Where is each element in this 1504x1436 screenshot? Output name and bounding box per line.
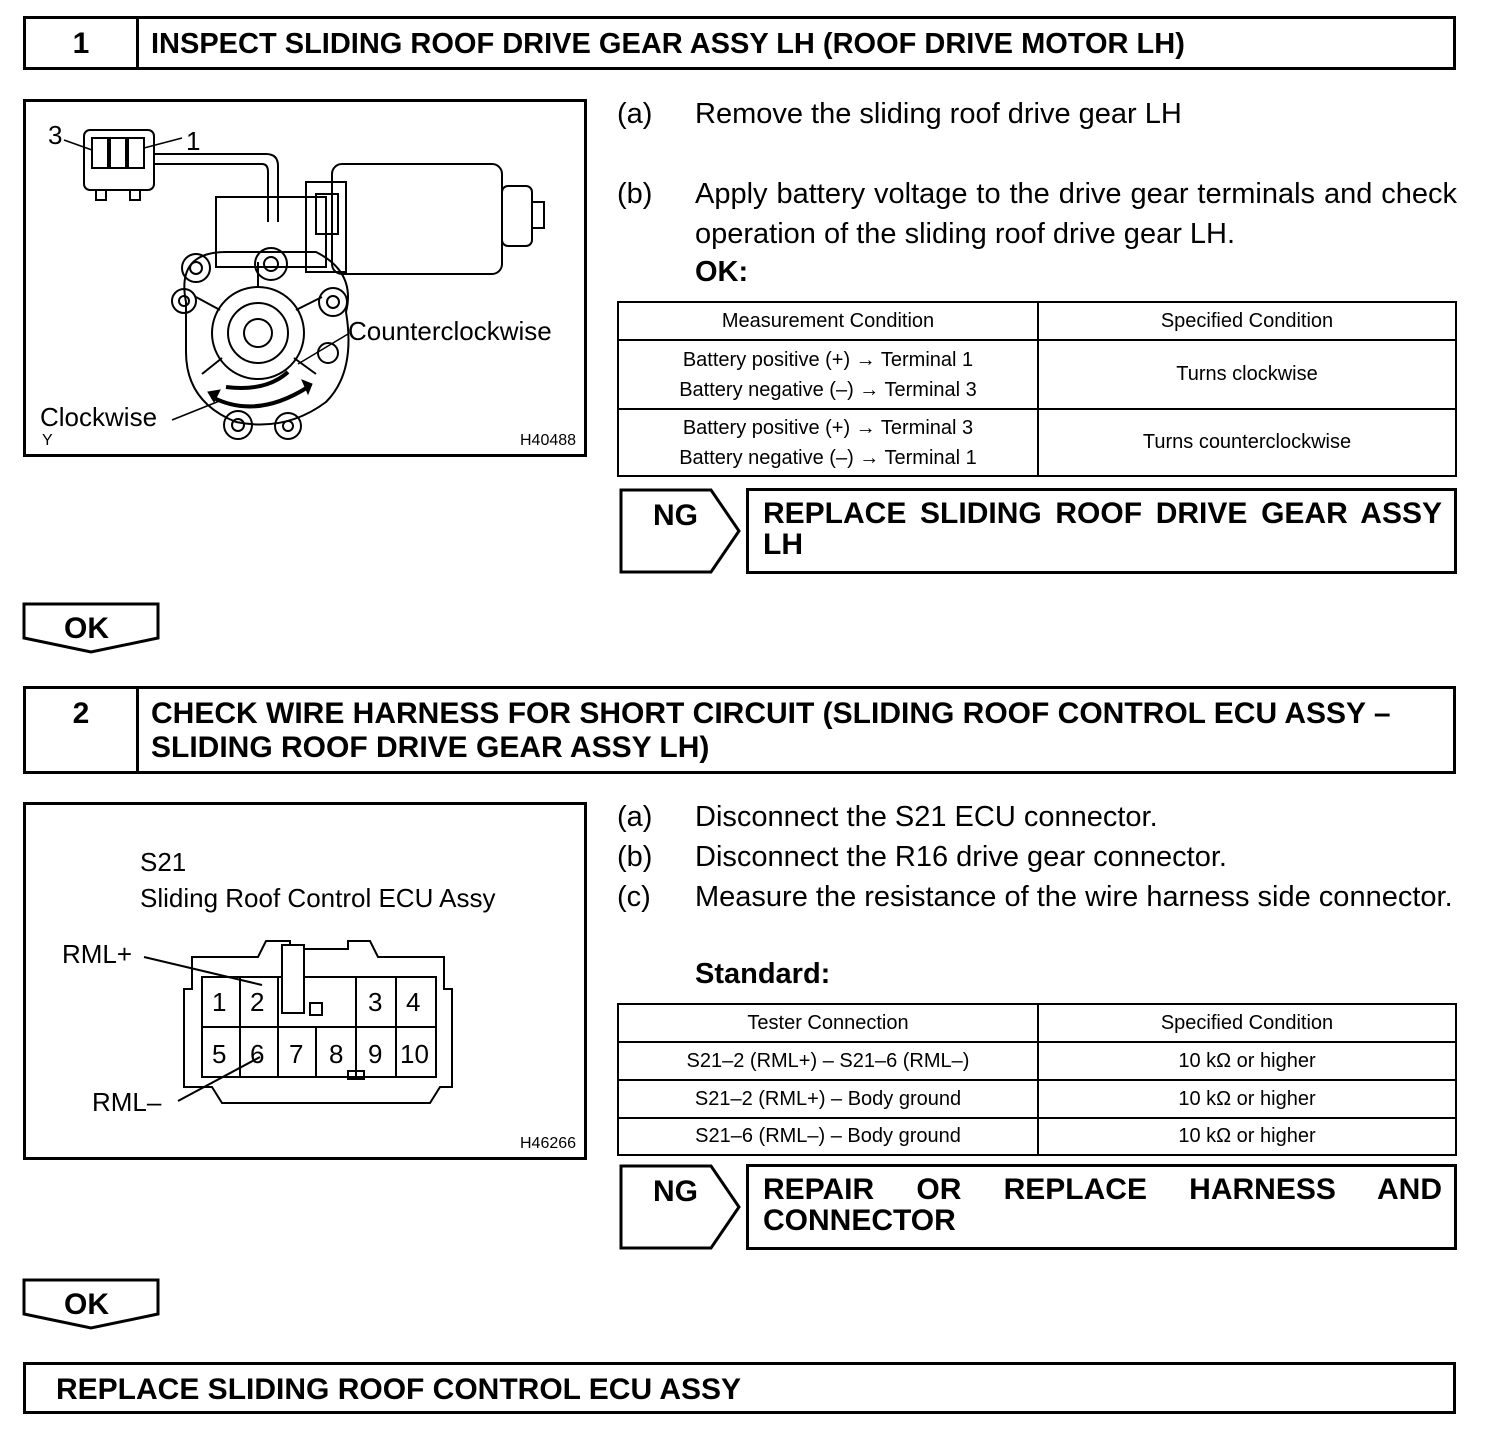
condition-line: Battery negative (–) → Terminal 3 <box>679 378 977 401</box>
table-cell <box>618 409 1038 476</box>
step2-instruction-c <box>617 877 1457 957</box>
step2-spec-table <box>617 1003 1457 1156</box>
pin-label: 2 <box>250 987 265 1017</box>
counterclockwise-label: Counterclockwise <box>348 316 552 346</box>
step2-number: 2 <box>26 689 139 771</box>
table-header: Measurement Condition <box>618 302 1038 340</box>
step1-spec-table <box>617 301 1457 477</box>
step1-ng-label: NG <box>653 499 698 532</box>
rml-minus-label: RML– <box>92 1087 162 1117</box>
pin-label: 7 <box>289 1039 304 1069</box>
instruction-label: (b) <box>617 178 653 210</box>
table-cell: 10 kΩ or higher <box>1038 1118 1456 1155</box>
figure-code: H46266 <box>520 1135 577 1152</box>
table-row <box>618 1118 1456 1155</box>
step2-ng-label: NG <box>653 1175 698 1208</box>
pin-label: 10 <box>400 1039 429 1069</box>
step2-figure <box>23 802 587 1160</box>
step1-number: 1 <box>26 19 139 67</box>
clockwise-label: Clockwise <box>40 402 158 432</box>
instruction-text: Remove the sliding roof drive gear LH <box>695 98 1182 130</box>
table-row <box>618 1042 1456 1080</box>
instruction-label: (b) <box>617 841 653 873</box>
final-action-box: REPLACE SLIDING ROOF CONTROL ECU ASSY <box>23 1362 1456 1414</box>
table-cell: S21–2 (RML+) – S21–6 (RML–) <box>618 1042 1038 1080</box>
table-cell: S21–2 (RML+) – Body ground <box>618 1080 1038 1118</box>
terminal-3-label: 3 <box>48 120 63 150</box>
instruction-label: (a) <box>617 801 653 833</box>
condition-line: Battery positive (+) → Terminal 3 <box>682 416 974 439</box>
step2-instruction-b <box>617 837 1457 877</box>
step1-ok-label: OK <box>64 612 109 645</box>
pin-label: 4 <box>406 987 421 1017</box>
condition-line: Battery positive (+) → Terminal 1 <box>682 348 974 371</box>
table-cell: Turns counterclockwise <box>1038 409 1456 476</box>
figure-code: H40488 <box>520 432 577 449</box>
instruction-label: (a) <box>617 98 653 130</box>
table-header: Specified Condition <box>1038 1004 1456 1042</box>
pin-label: 3 <box>368 987 383 1017</box>
pin-label: 1 <box>212 987 227 1017</box>
table-cell: 10 kΩ or higher <box>1038 1080 1456 1118</box>
step1-instruction-b <box>617 174 1457 254</box>
connector-name: Sliding Roof Control ECU Assy <box>140 883 496 913</box>
rml-plus-label: RML+ <box>62 939 133 969</box>
table-header: Specified Condition <box>1038 302 1456 340</box>
table-cell: 10 kΩ or higher <box>1038 1042 1456 1080</box>
table-cell: S21–6 (RML–) – Body ground <box>618 1118 1038 1155</box>
condition-line: Battery negative (–) → Terminal 1 <box>679 446 977 469</box>
instruction-label: (c) <box>617 881 651 913</box>
step1-header <box>23 16 1456 70</box>
table-cell <box>618 340 1038 409</box>
table-row <box>618 340 1456 409</box>
corner-mark: Y <box>42 432 53 449</box>
pin-label: 8 <box>329 1039 344 1069</box>
step1-instruction-a <box>617 94 1457 134</box>
instruction-text: Disconnect the R16 drive gear connector. <box>695 841 1227 873</box>
instruction-text: Measure the resistance of the wire harness side connector. <box>695 881 1453 913</box>
step1-ng-action: REPLACE SLIDING ROOF DRIVE GEAR ASSY LH <box>746 488 1457 574</box>
instruction-text: Apply battery voltage to the drive gear terminals and check operation of the sliding roof drive gear LH. <box>695 178 1457 250</box>
step1-result-heading: OK: <box>695 256 749 288</box>
table-cell: Turns clockwise <box>1038 340 1456 409</box>
step1-figure <box>23 99 587 457</box>
table-row <box>618 409 1456 476</box>
pin-label: 6 <box>250 1039 265 1069</box>
step2-header <box>23 686 1456 774</box>
step2-result-heading: Standard: <box>695 958 831 990</box>
connector-id: S21 <box>140 847 187 877</box>
terminal-1-label: 1 <box>186 126 201 156</box>
instruction-text: Disconnect the S21 ECU connector. <box>695 801 1158 833</box>
pin-label: 9 <box>368 1039 383 1069</box>
step1-title: INSPECT SLIDING ROOF DRIVE GEAR ASSY LH (ROOF DRIVE MOTOR LH) <box>151 28 1185 60</box>
pin-label: 5 <box>212 1039 227 1069</box>
step2-ok-label: OK <box>64 1288 109 1321</box>
step2-instruction-a <box>617 797 1457 837</box>
step2-ng-action: REPAIR OR REPLACE HARNESS AND CONNECTOR <box>746 1164 1457 1250</box>
table-row <box>618 1080 1456 1118</box>
step2-title: CHECK WIRE HARNESS FOR SHORT CIRCUIT (SLIDING ROOF CONTROL ECU ASSY – SLIDING ROOF DRIVE GEAR ASSY LH) <box>151 697 1391 764</box>
table-header: Tester Connection <box>618 1004 1038 1042</box>
